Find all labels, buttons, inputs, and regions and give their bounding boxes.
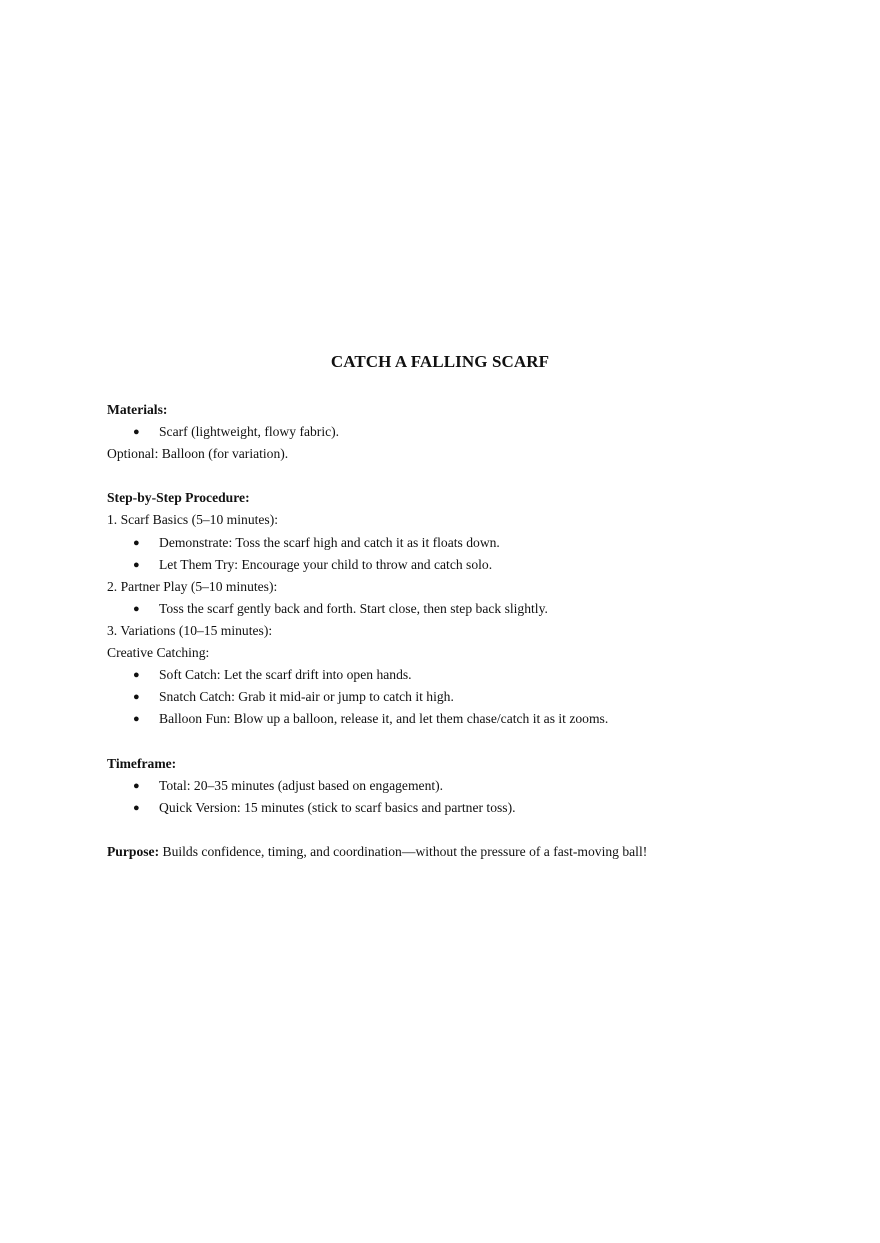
bullet-icon: ● — [133, 558, 140, 571]
bullet-icon: ● — [133, 426, 140, 439]
purpose-label: Purpose: — [107, 843, 160, 859]
purpose-paragraph — [107, 841, 807, 863]
list-item-text: Snatch Catch: Grab it mid-air or jump to catch it high. — [159, 689, 454, 705]
bullet-icon: ● — [133, 801, 140, 814]
bullet-icon: ● — [133, 713, 140, 726]
page-title: CATCH A FALLING SCARF — [330, 352, 550, 371]
list-item — [107, 708, 807, 730]
step-3-sublabel: Creative Catching: — [107, 645, 210, 661]
list-item-text: Quick Version: 15 minutes (stick to scarf basics and partner toss). — [159, 799, 516, 815]
list-item — [107, 421, 807, 443]
list-item-text: Toss the scarf gently back and forth. Start close, then step back slightly. — [159, 600, 548, 616]
section-spacer — [107, 819, 807, 841]
bullet-icon: ● — [133, 669, 140, 682]
bullet-icon: ● — [133, 536, 140, 549]
list-item — [107, 598, 807, 620]
step-2-label: 2. Partner Play (5–10 minutes): — [107, 578, 278, 594]
list-item-text: Balloon Fun: Blow up a balloon, release it, and let them chase/catch it as it zooms. — [159, 711, 609, 727]
timeframe-heading: Timeframe: — [107, 755, 177, 771]
list-item — [107, 532, 807, 554]
list-item-text: Demonstrate: Toss the scarf high and catch it as it floats down. — [159, 534, 500, 550]
step-3-label: 3. Variations (10–15 minutes): — [107, 622, 273, 638]
materials-optional: Optional: Balloon (for variation). — [107, 446, 289, 462]
document-body — [107, 399, 807, 863]
bullet-icon: ● — [133, 602, 140, 615]
section-spacer — [107, 730, 807, 752]
step-1-label: 1. Scarf Basics (5–10 minutes): — [107, 512, 279, 528]
list-item — [107, 775, 807, 797]
list-item — [107, 664, 807, 686]
list-item-text: Let Them Try: Encourage your child to throw and catch solo. — [159, 556, 493, 572]
bullet-icon: ● — [133, 779, 140, 792]
list-item — [107, 797, 807, 819]
list-item-text: Scarf (lightweight, flowy fabric). — [159, 424, 340, 440]
procedure-heading: Step-by-Step Procedure: — [107, 490, 250, 506]
materials-heading: Materials: — [107, 402, 168, 417]
list-item-text: Total: 20–35 minutes (adjust based on engagement). — [159, 777, 444, 793]
bullet-icon: ● — [133, 691, 140, 704]
section-spacer — [107, 465, 807, 487]
list-item-text: Soft Catch: Let the scarf drift into open hands. — [159, 667, 412, 683]
list-item — [107, 554, 807, 576]
list-item — [107, 686, 807, 708]
purpose-text: Builds confidence, timing, and coordination—without the pressure of a fast-moving ball! — [159, 843, 648, 859]
